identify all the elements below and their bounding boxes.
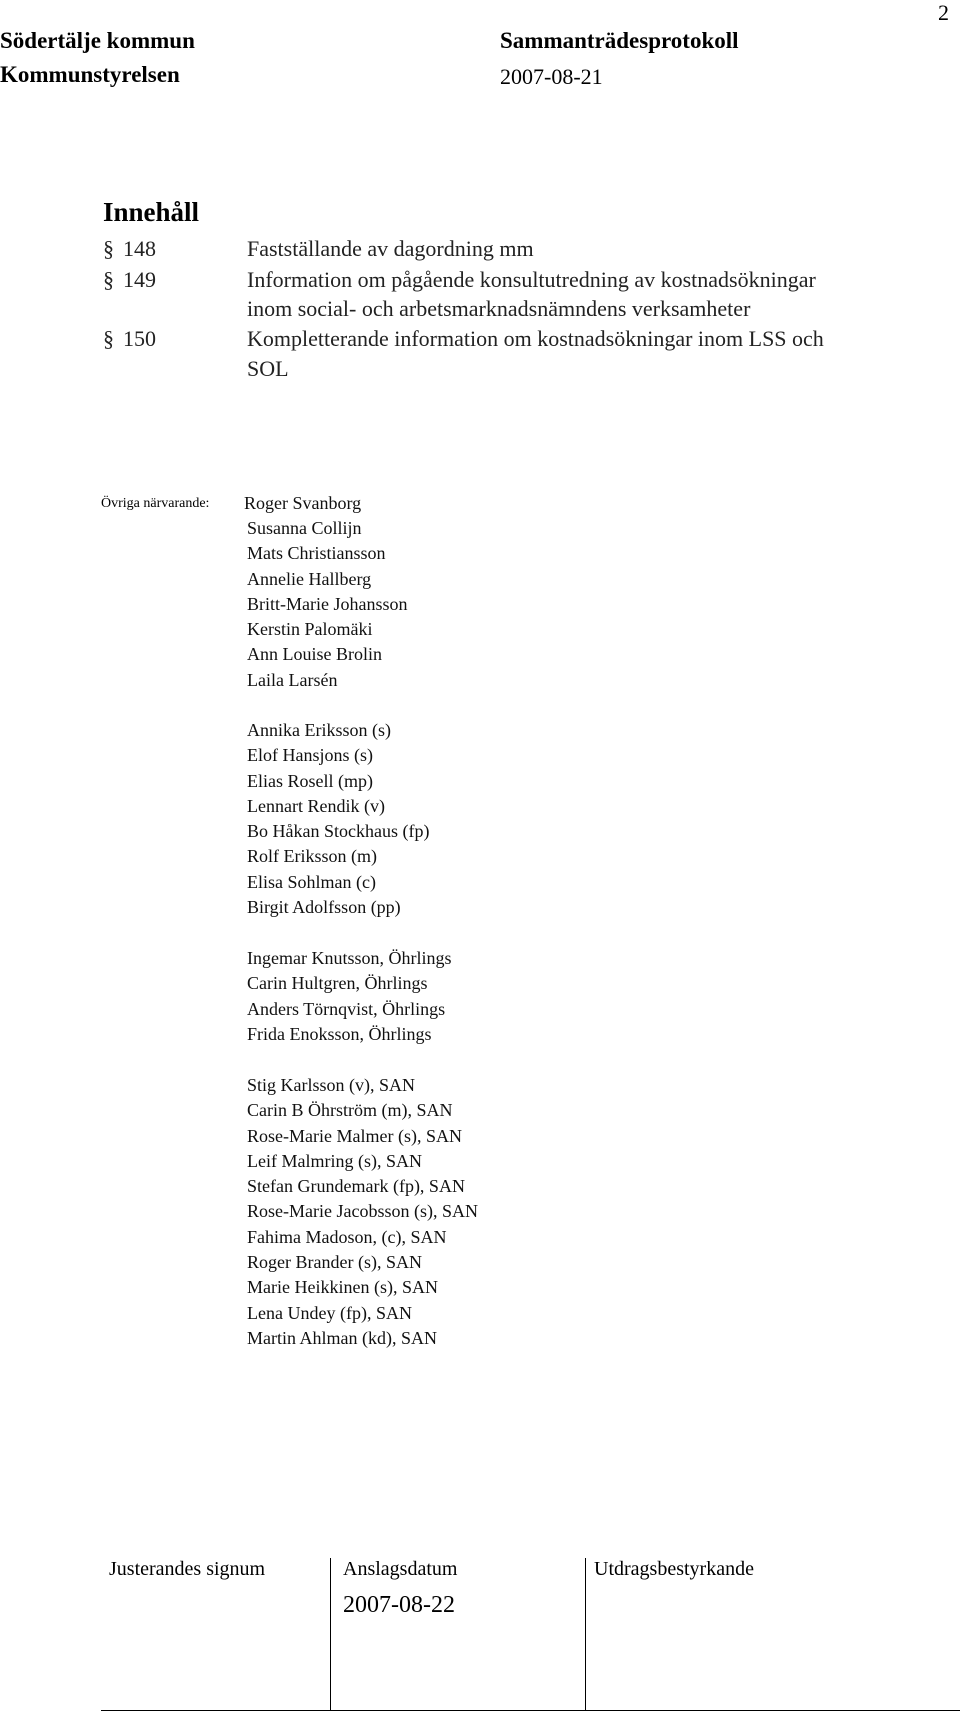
attendee-group-auditors <box>247 946 451 1047</box>
municipality-name: Södertälje kommun <box>0 28 195 53</box>
section-sign: § <box>103 236 114 261</box>
item-title: Fastställande av dagordning mm <box>247 236 534 261</box>
item-title-continued: inom social- och arbetsmarknadsnämndens verksamheter <box>247 296 751 321</box>
footer-divider-right <box>585 1558 586 1710</box>
attendee-group-san <box>247 1073 478 1351</box>
item-number: 148 <box>123 236 156 261</box>
item-title-continued: SOL <box>247 356 289 381</box>
attendee-group-politicians <box>247 718 429 920</box>
page-number: 2 <box>938 0 949 25</box>
attendee-name: Carin B Öhrström (m), SAN <box>247 1100 453 1121</box>
attendee-name: Mats Christiansson <box>247 543 386 564</box>
attendee-name: Ingemar Knutsson, Öhrlings <box>247 948 452 968</box>
attendee-name: Roger Brander (s), SAN <box>247 1252 422 1273</box>
attendee-name: Martin Ahlman (kd), SAN <box>247 1327 437 1348</box>
section-sign: § <box>103 326 114 351</box>
item-number: 150 <box>123 326 156 351</box>
anslag-label: Anslagsdatum <box>343 1558 458 1580</box>
attendee-name: Annika Eriksson (s) <box>247 720 391 740</box>
attendee-name: Stefan Grundemark (fp), SAN <box>247 1176 465 1197</box>
attendees-label: Övriga närvarande: <box>101 496 210 511</box>
attendee-name: Rolf Eriksson (m) <box>247 846 377 867</box>
attendee-name: Lena Undey (fp), SAN <box>247 1302 412 1323</box>
attendee-name: Rose-Marie Malmer (s), SAN <box>247 1125 462 1146</box>
department-name: Kommunstyrelsen <box>0 62 180 87</box>
attendee-name: Elias Rosell (mp) <box>247 770 373 791</box>
anslag-date: 2007-08-22 <box>343 1592 455 1618</box>
item-title: Kompletterande information om kostnadsökningar inom LSS och <box>247 326 824 351</box>
attendee-name: Frida Enoksson, Öhrlings <box>247 1023 432 1044</box>
attendee-name: Roger Svanborg <box>244 493 362 513</box>
attendee-name: Elof Hansjons (s) <box>247 745 373 766</box>
attendee-name: Bo Håkan Stockhaus (fp) <box>247 821 430 842</box>
item-number: 149 <box>123 267 156 292</box>
attendee-name: Susanna Collijn <box>247 518 362 538</box>
footer-baseline <box>101 1710 960 1711</box>
attendee-name: Elisa Sohlman (c) <box>247 871 376 892</box>
attendee-name: Annelie Hallberg <box>247 568 372 589</box>
utdrag-label: Utdragsbestyrkande <box>594 1558 754 1580</box>
attendee-name: Laila Larsén <box>247 669 338 690</box>
attendee-name: Leif Malmring (s), SAN <box>247 1150 422 1171</box>
attendee-name: Kerstin Palomäki <box>247 619 373 640</box>
signum-label: Justerandes signum <box>109 1558 266 1580</box>
attendee-name: Marie Heikkinen (s), SAN <box>247 1277 438 1298</box>
contents-title: Innehåll <box>103 197 200 227</box>
item-title: Information om pågående konsultutredning av kostnadsökningar <box>247 267 816 292</box>
attendee-name: Carin Hultgren, Öhrlings <box>247 973 428 994</box>
footer-divider-left <box>330 1558 331 1710</box>
section-sign: § <box>103 267 114 292</box>
attendee-name: Lennart Rendik (v) <box>247 795 385 816</box>
attendee-group-staff <box>247 516 407 693</box>
attendee-name: Anders Törnqvist, Öhrlings <box>247 998 446 1019</box>
attendee-name: Britt-Marie Johansson <box>247 593 408 614</box>
document-type: Sammanträdesprotokoll <box>500 28 739 53</box>
attendee-name: Fahima Madoson, (c), SAN <box>247 1226 447 1247</box>
meeting-date: 2007-08-21 <box>500 64 603 89</box>
attendee-name: Stig Karlsson (v), SAN <box>247 1075 416 1095</box>
attendee-name: Rose-Marie Jacobsson (s), SAN <box>247 1201 478 1222</box>
attendee-name: Ann Louise Brolin <box>247 644 382 665</box>
attendee-name: Birgit Adolfsson (pp) <box>247 897 401 918</box>
